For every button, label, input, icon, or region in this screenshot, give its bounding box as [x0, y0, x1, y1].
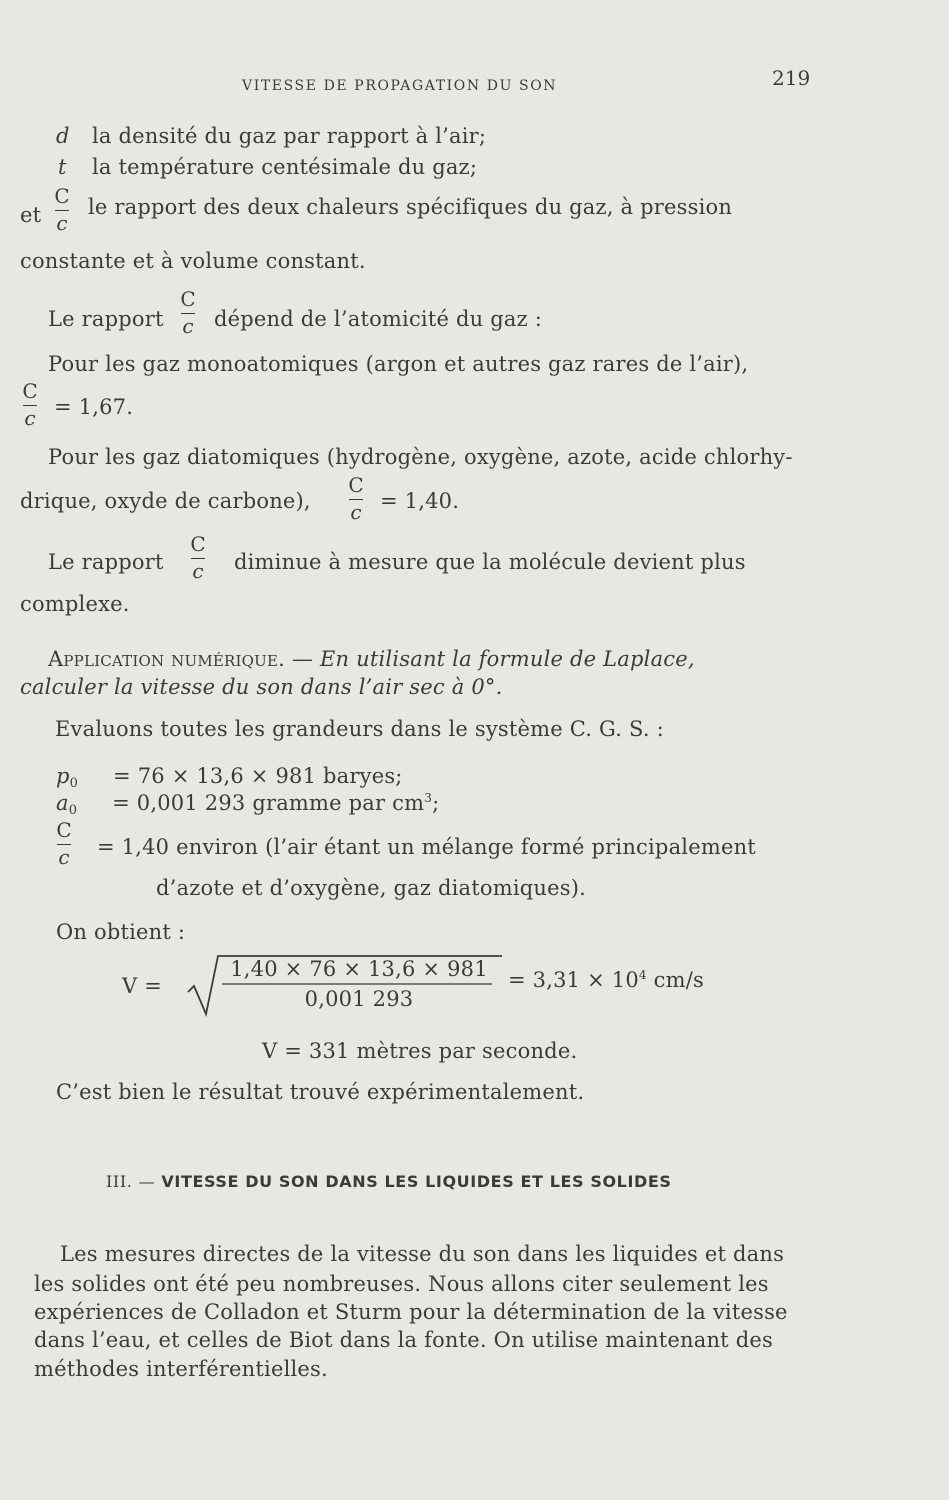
application-dash: —: [291, 647, 314, 671]
definition-d: la densité du gaz par rapport à l’air;: [92, 124, 487, 148]
application-label: Application numérique.: [48, 647, 286, 671]
fraction-numerator: C: [348, 473, 364, 497]
fraction-denominator: c: [350, 500, 362, 524]
diatomic-value: = 1,40.: [380, 489, 460, 513]
paragraph-line: les solides ont été peu nombreuses. Nous allons citer seulement les: [34, 1272, 769, 1296]
paragraph-diminue-line2: complexe.: [20, 592, 130, 616]
evaluation-intro: Evaluons toutes les grandeurs dans le système C. G. S. :: [55, 717, 664, 741]
p0-line: [56, 764, 403, 791]
fraction-C-over-c: [346, 475, 366, 524]
monoatomic-value: = 1,67.: [54, 395, 134, 419]
formula-intro: On obtient :: [56, 920, 186, 944]
fraction-denominator: c: [56, 211, 68, 235]
fraction-C-over-c: [52, 186, 72, 235]
a0-value: = 0,001 293 gramme par cm: [112, 791, 425, 815]
formula-v-equals: V =: [122, 974, 163, 998]
definition-ratio: le rapport des deux chaleurs spécifiques du gaz, à pression: [88, 195, 733, 219]
a0-line: [56, 791, 439, 818]
formula-denominator: 0,001 293: [304, 987, 414, 1011]
fraction-C-over-c: [20, 381, 40, 430]
page-number: 219: [772, 66, 811, 90]
application-line-2: calculer la vitesse du son dans l’air sec à 0°.: [20, 675, 503, 699]
formula-final: V = 331 mètres par seconde.: [262, 1039, 578, 1063]
p0-subscript: 0: [69, 776, 79, 791]
paragraph-rapport-end: dépend de l’atomicité du gaz :: [214, 307, 542, 331]
ratio-air-value: = 1,40 environ (l’air étant un mélange formé principalement: [97, 835, 756, 859]
definition-ratio-continued: constante et à volume constant.: [20, 249, 366, 273]
paragraph-line: Les mesures directes de la vitesse du son dans les liquides et dans: [60, 1242, 785, 1266]
fraction-C-over-c: [178, 289, 198, 338]
formula-conclusion: C’est bien le résultat trouvé expérimentalement.: [56, 1080, 585, 1104]
paragraph-line: méthodes interférentielles.: [34, 1357, 328, 1381]
word-et: et: [20, 203, 42, 227]
a0-symbol: a: [56, 791, 69, 815]
a0-subscript: 0: [68, 803, 78, 818]
a0-end: ;: [432, 791, 440, 815]
fraction-denominator: c: [182, 314, 194, 338]
fraction-numerator: C: [56, 818, 72, 842]
paragraph-line: expériences de Colladon et Sturm pour la détermination de la vitesse: [34, 1300, 788, 1324]
paragraph-diminue-start: Le rapport: [48, 550, 164, 574]
fraction-C-over-c: [54, 820, 74, 869]
fraction-denominator: c: [24, 406, 36, 430]
ratio-air-continued: d’azote et d’oxygène, gaz diatomiques).: [156, 876, 587, 900]
fraction-numerator: C: [180, 287, 196, 311]
section-heading: [106, 1172, 672, 1191]
running-title: VITESSE DE PROPAGATION DU SON: [242, 78, 558, 94]
fraction-denominator: c: [192, 559, 204, 583]
fraction-C-over-c: [188, 534, 208, 583]
paragraph-diminue-end: diminue à mesure que la molécule devient plus: [234, 550, 746, 574]
fraction-numerator: C: [190, 532, 206, 556]
application-line-1: [48, 647, 695, 671]
p0-symbol: p: [56, 764, 70, 788]
section-title: VITESSE DU SON DANS LES LIQUIDES ET LES SOLIDES: [161, 1172, 672, 1191]
symbol-t: t: [58, 155, 67, 179]
diatomic-line: Pour les gaz diatomiques (hydrogène, oxygène, azote, acide chlorhy-: [48, 445, 793, 469]
symbol-d: d: [56, 124, 70, 148]
fraction-numerator: C: [54, 184, 70, 208]
diatomic-line-2: drique, oxyde de carbone),: [20, 489, 311, 513]
formula-result-exponent: 4: [638, 968, 647, 982]
formula-result-value: = 3,31 × 10: [508, 968, 639, 992]
formula-result: [508, 968, 704, 992]
formula-result-unit: cm/s: [653, 968, 704, 992]
paragraph-line: dans l’eau, et celles de Biot dans la fonte. On utilise maintenant des: [34, 1328, 773, 1352]
definition-t: la température centésimale du gaz;: [92, 155, 478, 179]
monoatomic-line: Pour les gaz monoatomiques (argon et autres gaz rares de l’air),: [48, 352, 749, 376]
fraction-denominator: c: [58, 845, 70, 869]
fraction-numerator: C: [22, 379, 38, 403]
section-number: III.: [106, 1172, 133, 1191]
application-question: En utilisant la formule de Laplace,: [320, 647, 695, 671]
p0-value: = 76 × 13,6 × 981 baryes;: [113, 764, 403, 788]
paragraph-rapport-start: Le rapport: [48, 307, 164, 331]
section-dash: —: [138, 1172, 156, 1191]
formula-numerator: 1,40 × 76 × 13,6 × 981: [230, 957, 488, 981]
a0-superscript: 3: [424, 791, 433, 805]
